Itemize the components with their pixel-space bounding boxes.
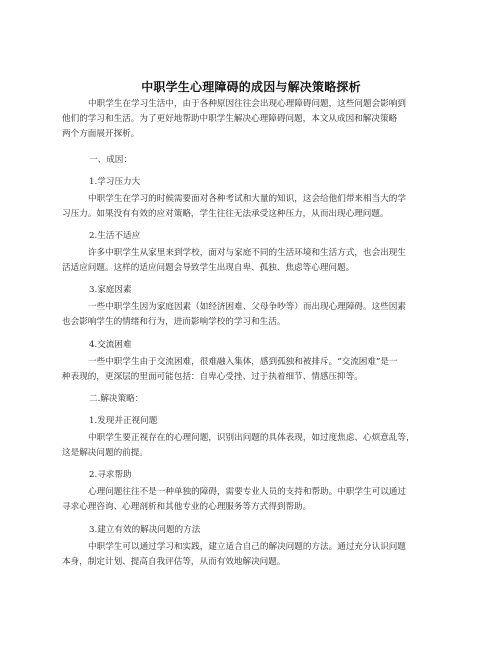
text-line: 心理问题往往不是一种单独的障碍，需要专业人员的支持和帮助。中职学生可以通过 <box>88 487 406 497</box>
paragraph <box>62 431 448 461</box>
document-title: 中职学生心理障碍的成因与解决策略探析 <box>141 80 361 94</box>
section-heading-causes: 一、成因： <box>89 155 132 165</box>
text-line: 活适应问题。这样的适应问题会导致学生出现自卑、孤独、焦虑等心理问题。 <box>62 263 355 273</box>
text-line: 中职学生在学习的时候需要面对各种考试和大量的知识，这会给他们带来相当大的学 <box>88 194 406 204</box>
paragraph <box>62 246 448 276</box>
text-line: 中职学生在学习生活中，由于各种原因往往会出现心理障碍问题，这些问题会影响到 <box>88 99 406 109</box>
subheading: 1.学习压力大 <box>89 177 141 187</box>
text-line: 习压力。如果没有有效的应对策略，学生往往无法承受这种压力，从而出现心理问题。 <box>62 209 389 219</box>
text-line: 种表现的，更深层的里面可能包括：自卑心受挫、过于执着细节、情感压抑等。 <box>62 372 363 382</box>
paragraph <box>62 355 448 385</box>
text-line: 他们的学习和生活。为了更好地帮助中职学生解决心理障碍问题，本文从成因和解决策略 <box>62 114 398 124</box>
text-line: 中职学生可以通过学习和实践，建立适合自己的解决问题的方法。通过充分认识问题 <box>88 542 406 552</box>
text-line: 两个方面展开探析。 <box>62 129 140 139</box>
paragraph <box>62 300 448 330</box>
text-line: 一些中职学生由于交流困难，很难融入集体，感到孤独和被排斥。“交流困难”是一 <box>88 357 398 367</box>
text-line: 本身，制定计划、提高自我评估等，从而有效地解决问题。 <box>62 557 286 567</box>
text-line: 许多中职学生从家里来到学校，面对与家庭不同的生活环境和生活方式，也会出现生 <box>88 248 406 258</box>
subheading: 2.生活不适应 <box>89 231 141 241</box>
intro-paragraph <box>62 97 448 142</box>
subheading: 1.发现并正视问题 <box>89 416 158 426</box>
subheading: 3.家庭因素 <box>89 285 132 295</box>
paragraph <box>62 540 448 570</box>
text-line: 这是解决问题的前提。 <box>62 448 148 458</box>
paragraph <box>62 192 448 222</box>
subheading: 3.建立有效的解决问题的方法 <box>89 525 201 535</box>
text-line: 寻求心理咨询、心理剖析和其他专业的心理服务等方式得到帮助。 <box>62 502 312 512</box>
text-line: 也会影响学生的情绪和行为，进而影响学校的学习和生活。 <box>62 317 286 327</box>
text-line: 中职学生要正视存在的心理问题，识别出问题的具体表现，如过度焦虑、心烦意乱等， <box>88 433 415 443</box>
paragraph <box>62 485 448 515</box>
section-heading-strategies: 二.解决策略： <box>89 394 144 404</box>
subheading: 4.交流困难 <box>89 340 132 350</box>
text-line: 一些中职学生因为家庭因素（如经济困难、父母争吵等）而出现心理障碍。这些因素 <box>88 302 406 312</box>
subheading: 2.寻求帮助 <box>89 470 132 480</box>
